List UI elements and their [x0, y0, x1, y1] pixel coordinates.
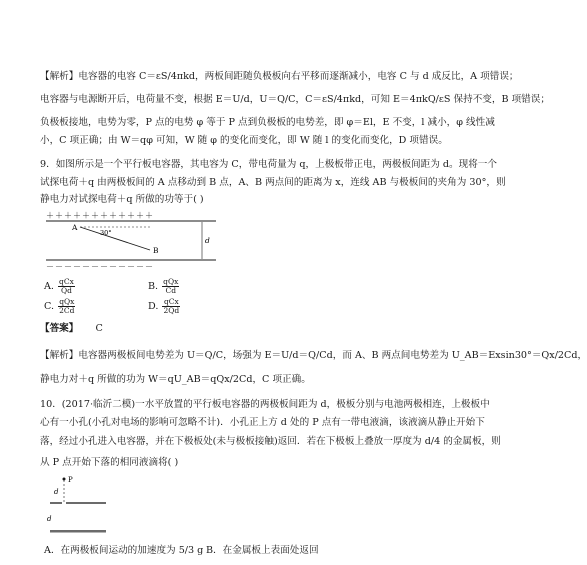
q9-option-d [148, 298, 181, 315]
fraction-numerator: qCx [59, 277, 74, 286]
option-letter: C. [44, 301, 55, 312]
angle-label: 30° [100, 229, 112, 237]
q10-stem-line-2: 心有一小孔(小孔对电场的影响可忽略不计)．小孔正上方 d 处的 P 点有一带电液滴，该液滴从静止开始下 [40, 417, 485, 428]
option-a-fraction [58, 278, 75, 295]
lower-plate [50, 530, 106, 533]
q9-option-c [44, 298, 76, 315]
q10-option-a: A．在两极板间运动的加速度为 5/3 g [44, 545, 204, 556]
option-letter: D. [148, 301, 159, 312]
q9-stem-line-2: 试探电荷＋q 由两极板间的 A 点移动到 B 点，A、B 两点间的距离为 x，连线 AB 与极板间的夹角为 30°，则 [40, 177, 506, 188]
q9-analysis-line-2: 静电力对＋q 所做的功为 W＝qU_AB＝qQx/2Cd，C 项正确。 [40, 374, 311, 385]
q10-option-b: B．在金属板上表面处返回 [206, 545, 319, 556]
analysis-line-1: 【解析】电容器的电容 C＝εS/4πkd，两板间距随负极板向右平移而逐渐减小，电容 C 与 d 成反比，A 项错误； [40, 71, 519, 82]
upper-plate-right [66, 502, 106, 504]
fraction-numerator: qCx [163, 297, 179, 306]
q9-capacitor-figure [44, 210, 224, 270]
option-d-fraction [162, 298, 180, 315]
q9-stem-line-1: 9．如图所示是一个平行板电容器，其电容为 C，带电荷量为 q，上极板带正电，两极板间距为 d。现将一个 [40, 159, 497, 170]
analysis-line-3: 负极板接地，电势为零，P 点的电势 φ 等于 P 点到负极板的电势差，即 φ＝El，E 不变，l 减小，φ 线性减 [40, 117, 495, 128]
option-c-fraction [58, 298, 75, 315]
point-b-label: B [153, 246, 159, 255]
plus-charge-row: ＋＋＋＋＋＋＋＋＋＋＋＋ [46, 211, 154, 220]
fraction-numerator: qQx [163, 277, 179, 286]
q9-answer [40, 322, 103, 335]
option-letter: B. [148, 281, 159, 292]
distance-d-label: d [205, 236, 210, 245]
analysis-line-2: 电容器与电源断开后，电荷量不变，根据 E＝U/d，U＝Q/C，C＝εS/4πkd，可知 E＝4πkQ/εS 保持不变，B 项错误； [40, 94, 550, 105]
answer-label: 【答案】 [40, 323, 79, 334]
q10-stem-line-3: 落，经过小孔进入电容器，并在下极板处(未与极板接触)返回．若在下极板上叠放一厚度为 d/4 的金属板，则 [40, 436, 501, 447]
distance-d-label-top: d [54, 488, 59, 496]
option-letter: A. [44, 281, 54, 292]
fraction-denominator: Cd [165, 286, 177, 295]
fraction-denominator: 2Cd [59, 306, 75, 315]
point-p-label: P [68, 476, 73, 484]
q9-stem-line-3: 静电力对试探电荷＋q 所做的功等于( ) [40, 194, 204, 205]
fraction-numerator: qQx [59, 297, 75, 306]
fraction-denominator: 2Qd [163, 306, 180, 315]
q9-option-b [148, 278, 180, 295]
q9-analysis-line-1: 【解析】电容器两极板间电势差为 U＝Q/C，场强为 E＝U/d＝Q/Cd，而 A、B 两点间电势差为 U_AB＝Exsin30°＝Qx/2Cd， [40, 350, 587, 361]
q9-option-a [44, 278, 76, 295]
upper-plate-left [50, 502, 62, 504]
option-b-fraction [162, 278, 179, 295]
q10-stem-line-4: 从 P 点开始下落的相同液滴将( ) [40, 457, 179, 468]
distance-d-label-bottom: d [47, 515, 52, 523]
q10-capacitor-figure [44, 474, 114, 540]
answer-value: C [95, 323, 103, 334]
segment-ab [80, 227, 150, 250]
point-a-label: A [72, 223, 78, 232]
q10-stem-line-1: 10．(2017·临沂二模)一水平放置的平行板电容器的两极板间距为 d，极板分别与电池两极相连，上极板中 [40, 399, 490, 410]
minus-charge-row: －－－－－－－－－－－－ [46, 262, 154, 271]
analysis-line-4: 小，C 项正确；由 W＝qφ 可知，W 随 φ 的变化而变化，即 W 随 l 的变化而变化，D 项错误。 [40, 135, 448, 146]
fraction-denominator: Qd [60, 286, 72, 295]
